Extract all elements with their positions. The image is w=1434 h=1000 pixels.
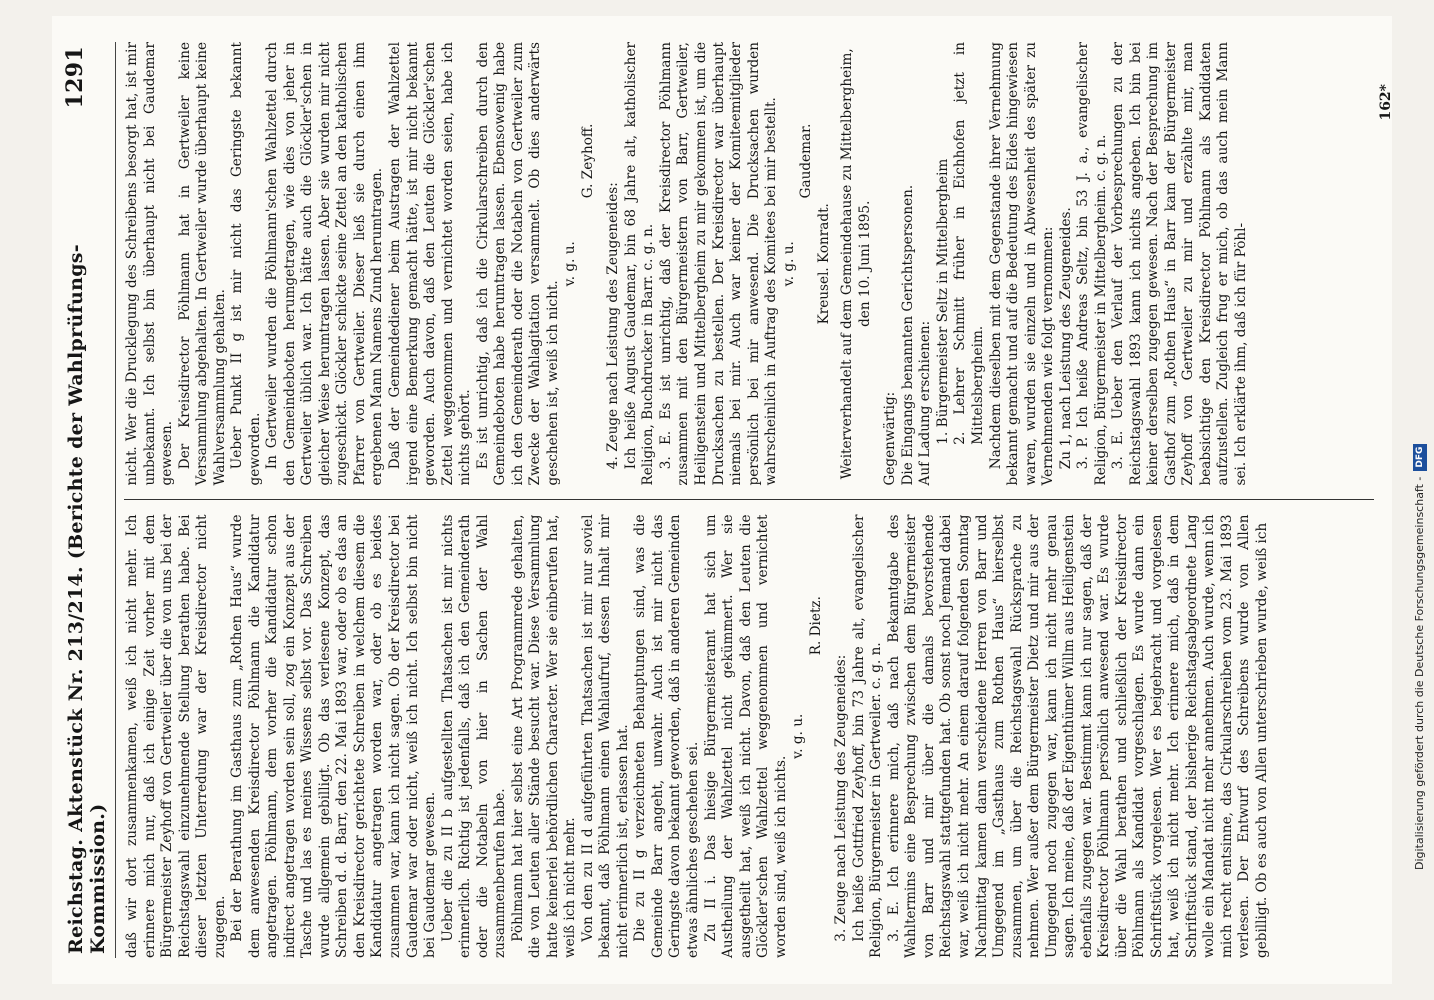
paragraph: 3. Zeuge nach Leistung des Zeugeneides: <box>833 654 850 942</box>
paragraph: Die Eingangs benannten Gerichtspersonen. <box>899 184 916 486</box>
paragraph: Ich heiße Gottfried Zeyhoff, bin 73 Jahre alt, evangelischer Religion, Bürgermeister in Gertweiler. c. g. n. <box>850 514 885 958</box>
left-column <box>124 515 1374 959</box>
text-columns <box>124 42 1374 958</box>
dfg-watermark <box>1410 10 1430 870</box>
paragraph: Der Kreisdirector Pöhlmann hat in Gertweiler keine Versammlung abgehalten. In Gertweiler wurde überhaupt keine Wahlversammlung gehalten. <box>176 42 228 486</box>
paragraph: 3. E. Ueber den Verlauf der Vorbesprechungen zu der Reichstagswahl 1893 kann ich nichts angeben. Ich bin bei keiner derselben zugegen gewesen. Nach der Besprechung im Gasthof zum „Rothen Haus“ in Barr kam der Bürgermeister Zeyhoff von Gertweiler zu mir und erzählte mir, man beabsichtige den Kreisdirector Pöhlmann als Kandidaten aufzustellen. Zugleich frug er mich, ob das auch mein Mann sei. Ich erklärte ihm, daß ich für Pöhl- <box>1110 42 1249 486</box>
paragraph: 2. Lehrer Schmitt früher in Eichhofen jetzt in Mittelsbergheim. <box>952 42 986 445</box>
sheet-number: 162* <box>1378 84 1394 121</box>
paragraph: Gaudemar. <box>798 123 815 199</box>
paragraph: v. g. u. <box>790 713 807 759</box>
paragraph: Weiterverhandelt auf dem Gemeindehause zu Mittelbergheim, den 10. Juni 1895. <box>839 48 873 480</box>
paragraph: v. g. u. <box>562 241 579 287</box>
paragraph: Ueber die zu II b aufgestellten Thatsachen ist mir nichts erinnerlich. Richtig ist jedenfalls, daß ich den Gemeinderath oder die Notabeln von hier in Sachen der Wahl zusammenberufen habe. <box>439 514 509 958</box>
paragraph: 3. P. Ich heiße Andreas Seltz, bin 53 J. a., evangelischer Religion, Bürgermeister in Mittelbergheim. c. g. n. <box>1075 42 1109 486</box>
paragraph: Von den zu II d aufgeführten Thatsachen ist mir nur soviel bekannt, daß Pöhlmann einen Wahlaufruf, dessen Inhalt mir nicht erinnerlich ist, erlassen hat. <box>579 514 631 958</box>
scanned-page <box>52 16 1392 984</box>
paragraph: 3. E. Es ist unrichtig, daß der Kreisdirector Pöhlmann zusammen mit den Bürgermeistern von Barr, Gertweiler, Heiligenstein und Mittelbergheim zu mir gekommen ist, um die Drucksachen zu bestellen. Der Kreisdirector war überhaupt niemals bei mir. Auch war keiner der Komiteemitglieder persönlich bei mir anwesend. Die Drucksachen wurden wahrscheinlich in Auftrag des Komitees bei mir bestellt. <box>657 42 780 486</box>
running-title: Reichstag. Aktenstück Nr. 213/214. (Berichte der Wahlprüfungs-Kommission.) <box>65 244 109 954</box>
paragraph: R. Dietz. <box>807 596 824 656</box>
paragraph: daß wir dort zusammenkamen, weiß ich nicht mehr. Ich erinnere mich nur, daß ich einige Zeit vorher mit dem Bürgermeister Zeyhoff von Gertweiler über die von uns bei der Reichstagswahl einzunehmende Stellung berathen habe. Bei dieser letzten Unterredung war der Kreisdirector nicht zugegen. <box>124 514 228 958</box>
paragraph: Auf Ladung erschienen: <box>917 320 934 486</box>
column-divider <box>124 500 1374 501</box>
dfg-watermark-text: Digitalisierung gefördert durch die Deutsche Forschungsgemeinschaft - <box>1413 476 1426 870</box>
paragraph: Zu 1, nach Leistung des Zeugeneides. <box>1057 207 1074 470</box>
right-column <box>124 42 1374 486</box>
paragraph: 1. Bürgermeister Seltz in Mittelbergheim <box>934 158 951 445</box>
paragraph: Daß der Gemeindediener beim Austragen der Wahlzettel irgend eine Bemerkung gemacht hätte, ist mir nicht bekannt geworden. Auch davon, daß den Leuten die Glöckler'schen Zettel weggenommen und vernichtet worden seien, habe ich nichts gehört. <box>386 42 474 486</box>
paragraph: In Gertweiler wurden die Pöhlmann'schen Wahlzettel durch den Gemeindeboten herumgetragen, wie dies von jeher in Gertweiler üblich war. Ich hätte auch die Glöckler'schen in gleicher Weise herumtragen lassen. Aber sie wurden mir nicht zugeschickt. Glöckler schickte seine Zettel an den katholischen Pfarrer von Gertweiler. Dieser ließ sie durch einen ihm ergebenen Mann Namens Zund herumtragen. <box>264 42 386 486</box>
paragraph: Kreusel. Konradt. <box>815 203 832 325</box>
paragraph: 3. E. Ich erinnere mich, daß nach Bekanntgabe des Wahltermins eine Besprechung zwischen dem Bürgermeister von Barr und mir über die damals bevorstehende Reichstagswahl stattgefunden hat. Ob sonst noch Jemand dabei war, weiß ich nicht mehr. An einem darauf folgenden Sonntag Nachmittag kamen dann verschiedene Herren von Barr und Umgegend im „Gasthaus zum Rothen Haus“ hierselbst zusammen, um über die Reichstagswahl Rücksprache zu nehmen. Wer außer dem Bürgermeister Dietz und mir aus der Umgegend noch zugegen war, kann ich nicht mehr genau sagen. Ich meine, daß der Eigenthümer Willm aus Heiligenstein ebenfalls zugegen war. Bestimmt kann ich nur sagen, daß der Kreisdirector Pöhlmann persönlich anwesend war. Es wurde über die Wahl berathen und schließlich der Kreisdirector Pöhlmann als Kandidat vorgeschlagen. Es wurde dann ein Schriftstück vorgelesen. Wer es beigebracht und vorgelesen hat, weiß ich nicht mehr. Ich erinnere mich, daß in dem Schriftstück stand, der bisherige Reichstagsabgeordnete Lang wolle ein Mandat nicht mehr annehmen. Auch wurde, wenn ich mich recht entsinne, das Cirkularschreiben vom 23. Mai 1893 verlesen. Der Entwurf des Schreibens wurde von Allen gebilligt. Ob es auch von Allen unterschrieben wurde, weiß ich <box>885 514 1270 958</box>
paragraph: Es ist unrichtig, daß ich die Cirkularschreiben durch den Gemeindeboten habe herumtragen lassen. Ebensowenig habe ich den Gemeinderath oder die Notabeln von Gertweiler zum Zwecke der Wahlagitation versammelt. Ob dies anderwärts geschehen ist, weiß ich nicht. <box>474 42 561 486</box>
dfg-logo: DFG <box>1413 444 1427 471</box>
paragraph: Nachdem dieselben mit dem Gegenstande ihrer Vernehmung bekannt gemacht und auf die Bedeutung des Eides hingewiesen waren, wurden sie einzeln und in Abwesenheit des später zu Vernehmenden wie folgt vernommen: <box>987 42 1057 486</box>
paragraph: nicht. Wer die Drucklegung des Schreibens besorgt hat, ist mir unbekannt. Ich selbst bin überhaupt nicht bei Gaudemar gewesen. <box>124 42 176 486</box>
paragraph: Ueber Punkt II g ist mir nicht das Geringste bekannt geworden. <box>229 42 263 486</box>
paragraph: v. g. u. <box>780 241 797 287</box>
paragraph: Die zu II g verzeichneten Behauptungen sind, was die Gemeinde Barr angeht, unwahr. Auch ist mir nicht das Geringste davon bekannt geworden, daß in anderen Gemeinden etwas ähnliches geschehen sei. <box>632 514 701 958</box>
paragraph: Zu II i. Das hiesige Bürgermeisteramt hat sich um Austheilung der Wahlzettel nicht gekümmert. Wer sie ausgetheilt hat, weiß ich nicht. Davon, daß den Leuten die Glöckler'schen Wahlzettel weggenommen und vernichtet worden sind, weiß ich nichts. <box>702 514 789 958</box>
paragraph: 4. Zeuge nach Leistung des Zeugeneides: <box>605 182 622 470</box>
rotated-page-content <box>52 16 1392 984</box>
paragraph: Gegenwärtig: <box>882 391 899 486</box>
paragraph: Pöhlmann hat hier selbst eine Art Programmrede gehalten, die von Leuten aller Stände besucht war. Diese Versammlung hatte keinerlei behördlichen Character. Wer sie einberufen hat, weiß ich nicht mehr. <box>509 514 579 958</box>
paragraph: G. Zeyhoff. <box>579 123 596 199</box>
page-header <box>62 42 116 958</box>
page-number: 1291 <box>62 46 88 109</box>
paragraph: Ich heiße August Gaudemar, bin 68 Jahre alt, katholischer Religion, Buchdrucker in Barr. c. g. n. <box>622 42 657 486</box>
paragraph: Bei der Berathung im Gasthaus zum „Rothen Haus“ wurde dem anwesenden Kreisdirector Pöhlmann die Kandidatur angetragen. Pöhlmann, dem vorher die Kandidatur schon indirect angetragen worden sein soll, zog ein Konzept aus der Tasche und las es meines Wissens selbst vor. Das Schreiben wurde allgemein gebilligt. Ob das verlesene Konzept, das Schreiben d. d. Barr, den 22. Mai 1893 war, oder ob es das an den Kreisdirector gerichtete Schreiben in welchem diesem die Kandidatur angetragen worden war, oder ob es beides zusammen war, kann ich nicht sagen. Ob der Kreisdirector bei Gaudemar war oder nicht, weiß ich nicht. Ich selbst bin nicht bei Gaudemar gewesen. <box>229 514 439 958</box>
